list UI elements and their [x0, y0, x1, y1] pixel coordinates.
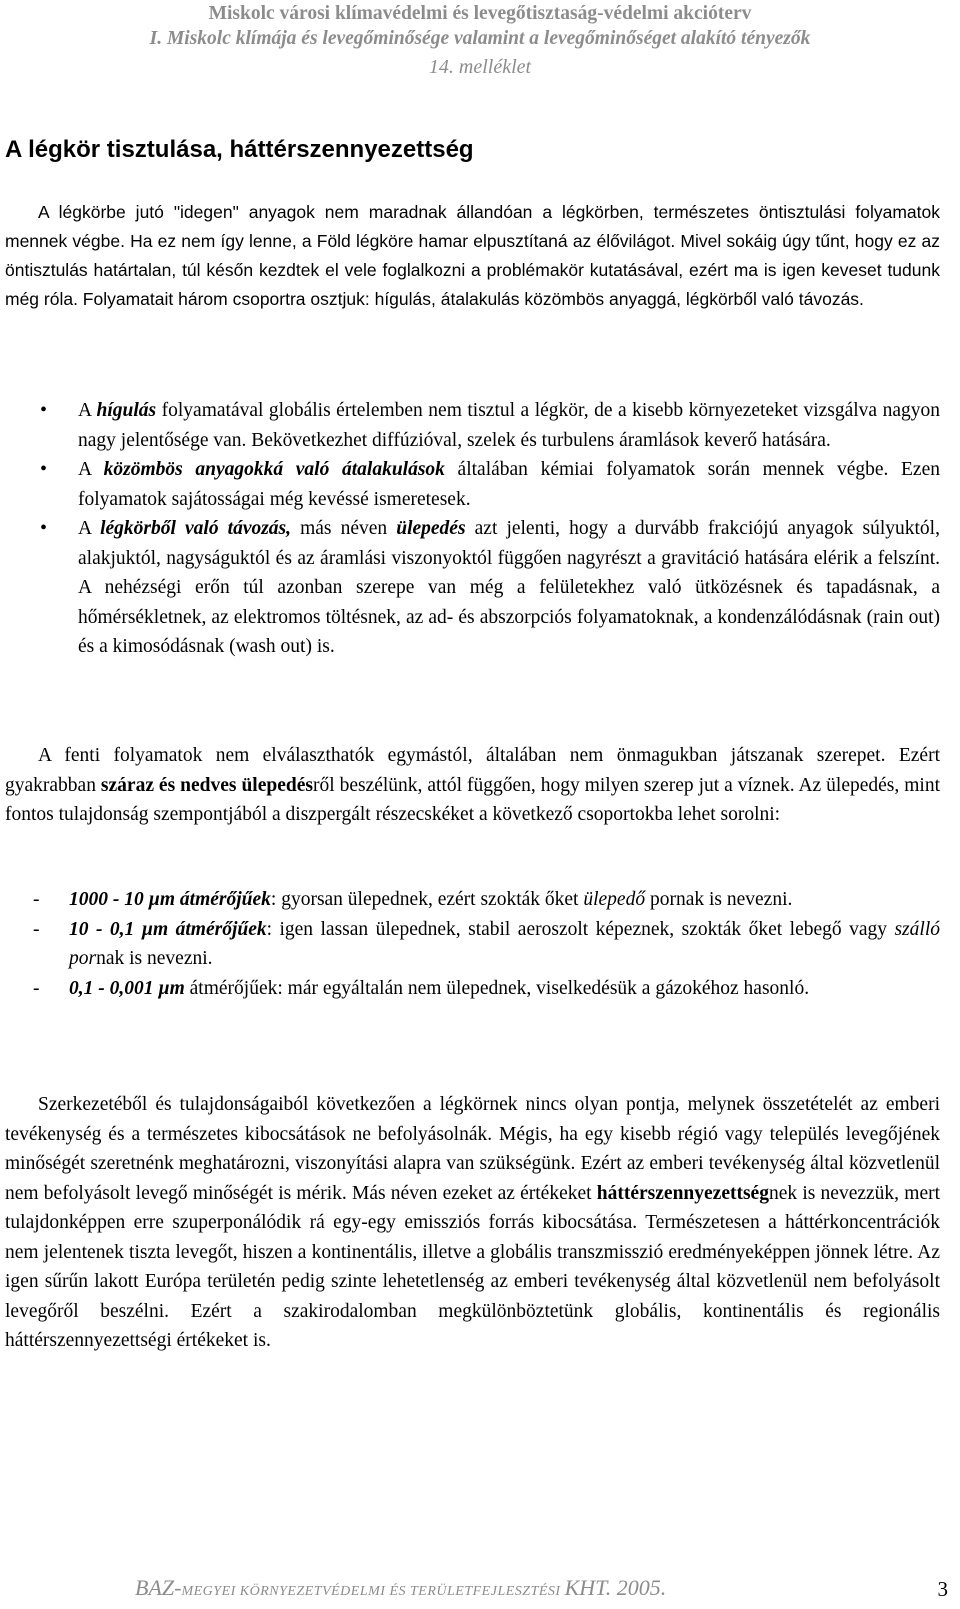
intro-paragraph: A légkörbe jutó "idegen" anyagok nem maradnak állandóan a légkörben, természetes öntisztulási folyamatok mennek végbe. Ha ez nem így lenne, a Föld légköre hamar elpusztítaná az élővilágot. Mivel sokáig úgy tűnt, hogy ez az öntisztulás határtalan, túl későn kezdtek el vele foglalkozni a problémakör kutatásával, ezért ma is igen keveset tudunk még róla. Folyamatait három csoportra osztjuk: hígulás, átalakulás közömbös anyaggá, légkörből való távozás. — [5, 202, 940, 309]
dash-marker: - — [33, 977, 40, 999]
header-line-2: I. Miskolc klímája és levegőminősége valamint a levegőminőséget alakító tényezők — [149, 28, 811, 49]
particle-size-list — [0, 885, 940, 1003]
bullet-dot-icon: • — [40, 458, 48, 480]
bullet-dot-icon: • — [40, 517, 48, 539]
dash-marker: - — [33, 918, 40, 940]
header-line-1: Miskolc városi klímavédelmi és levegőtisztaság-védelmi akcióterv — [208, 3, 752, 24]
process-bullet-list — [0, 396, 940, 662]
list-item: - 1000 - 10 µm átmérőjűek: gyorsan ülepednek, ezért szokták őket ülepedő pornak is nevezni. — [0, 885, 940, 915]
header-annex-label: 14. melléklet — [428, 56, 532, 78]
page-number: 3 — [937, 1577, 948, 1601]
list-item: • A hígulás folyamatával globális értelemben nem tisztul a légkör, de a kisebb környezeteket vizsgálva nagyon nagy jelentősége van. Bekövetkezhet diffúzióval, szelek és turbulens áramlások keverő hatására. — [0, 396, 940, 455]
bullet-dot-icon: • — [40, 399, 48, 421]
list-item: - 0,1 - 0,001 µm átmérőjűek: már egyáltalán nem ülepednek, viselkedésük a gázokéhoz hasonló. — [0, 974, 940, 1004]
section-title: A légkör tisztulása, háttérszennyezettség — [5, 136, 474, 163]
list-item: • A közömbös anyagokká való átalakulások általában kémiai folyamatok során mennek végbe. Ezen folyamatok sajátosságai még kevéssé ismeretesek. — [0, 455, 940, 514]
list-item: - 10 - 0,1 µm átmérőjűek: igen lassan ülepednek, stabil aeroszolt képeznek, szokták őket lebegő vagy szálló pornak is nevezni. — [0, 915, 940, 974]
dash-marker: - — [33, 889, 40, 910]
deposition-paragraph: A fenti folyamatok nem elválaszthatók egymástól, általában nem önmagukban játszanak szerepet. Ezért gyakrabban száraz és nedves ülepedésről beszélünk, attól függően, hogy milyen szerep jut a víznek. Az ülepedés, mint fontos tulajdonság szempontjából a diszpergált részecskéket a következő csoportokba lehet sorolni: — [5, 745, 940, 825]
footer-publisher: BAZ-MEGYEI KÖRNYEZETVÉDELMI ÉS TERÜLETFEJLESZTÉSI KHT. 2005. — [135, 1575, 667, 1600]
background-pollution-paragraph: Szerkezetéből és tulajdonságaiból következően a légkörnek nincs olyan pontja, melynek összetételét az emberi tevékenység és a természetes kibocsátások ne befolyásolnák. Mégis, ha egy kisebb régió vagy település levegőjének minőségét szeretnénk meghatározni, viszonyítási alapra van szükségünk. Ezért az emberi tevékenység által közvetlenül nem befolyásolt levegő minőségét is mérik. Más néven ezeket az értékeket háttérszennyezettségnek is nevezzük, mert tulajdonképpen erre szuperponálódik rá egy-egy emissziós forrás kibocsátása. Természetesen a háttérkoncentrációk nem jelentenek tiszta levegőt, hiszen a kontinentális, illetve a globális transzmisszió eredményeképpen jönnek létre. Az igen sűrűn lakott Európa területén pedig szinte lehetetlenség az emberi tevékenység által közvetlenül nem befolyásolt levegőről beszélni. Ezért a szakirodalomban megkülönböztetünk globális, kontinentális és regionális háttérszennyezettségi értékeket is. — [5, 1094, 941, 1351]
list-item: • A légkörből való távozás, más néven ülepedés azt jelenti, hogy a durvább frakciójú anyagok súlyuktól, alakjuktól, nagyságuktól és az áramlási viszonyoktól függően nagyrészt a gravitáció hatására elérik a felszínt. A nehézségi erőn túl azonban szerepe van még a felületekhez való ütközésnek és tapadásnak, a hőmérsékletnek, az elektromos töltésnek, az ad- és abszorpciós folyamatoknak, a kondenzálódásnak (rain out) és a kimosódásnak (wash out) is. — [0, 514, 940, 662]
